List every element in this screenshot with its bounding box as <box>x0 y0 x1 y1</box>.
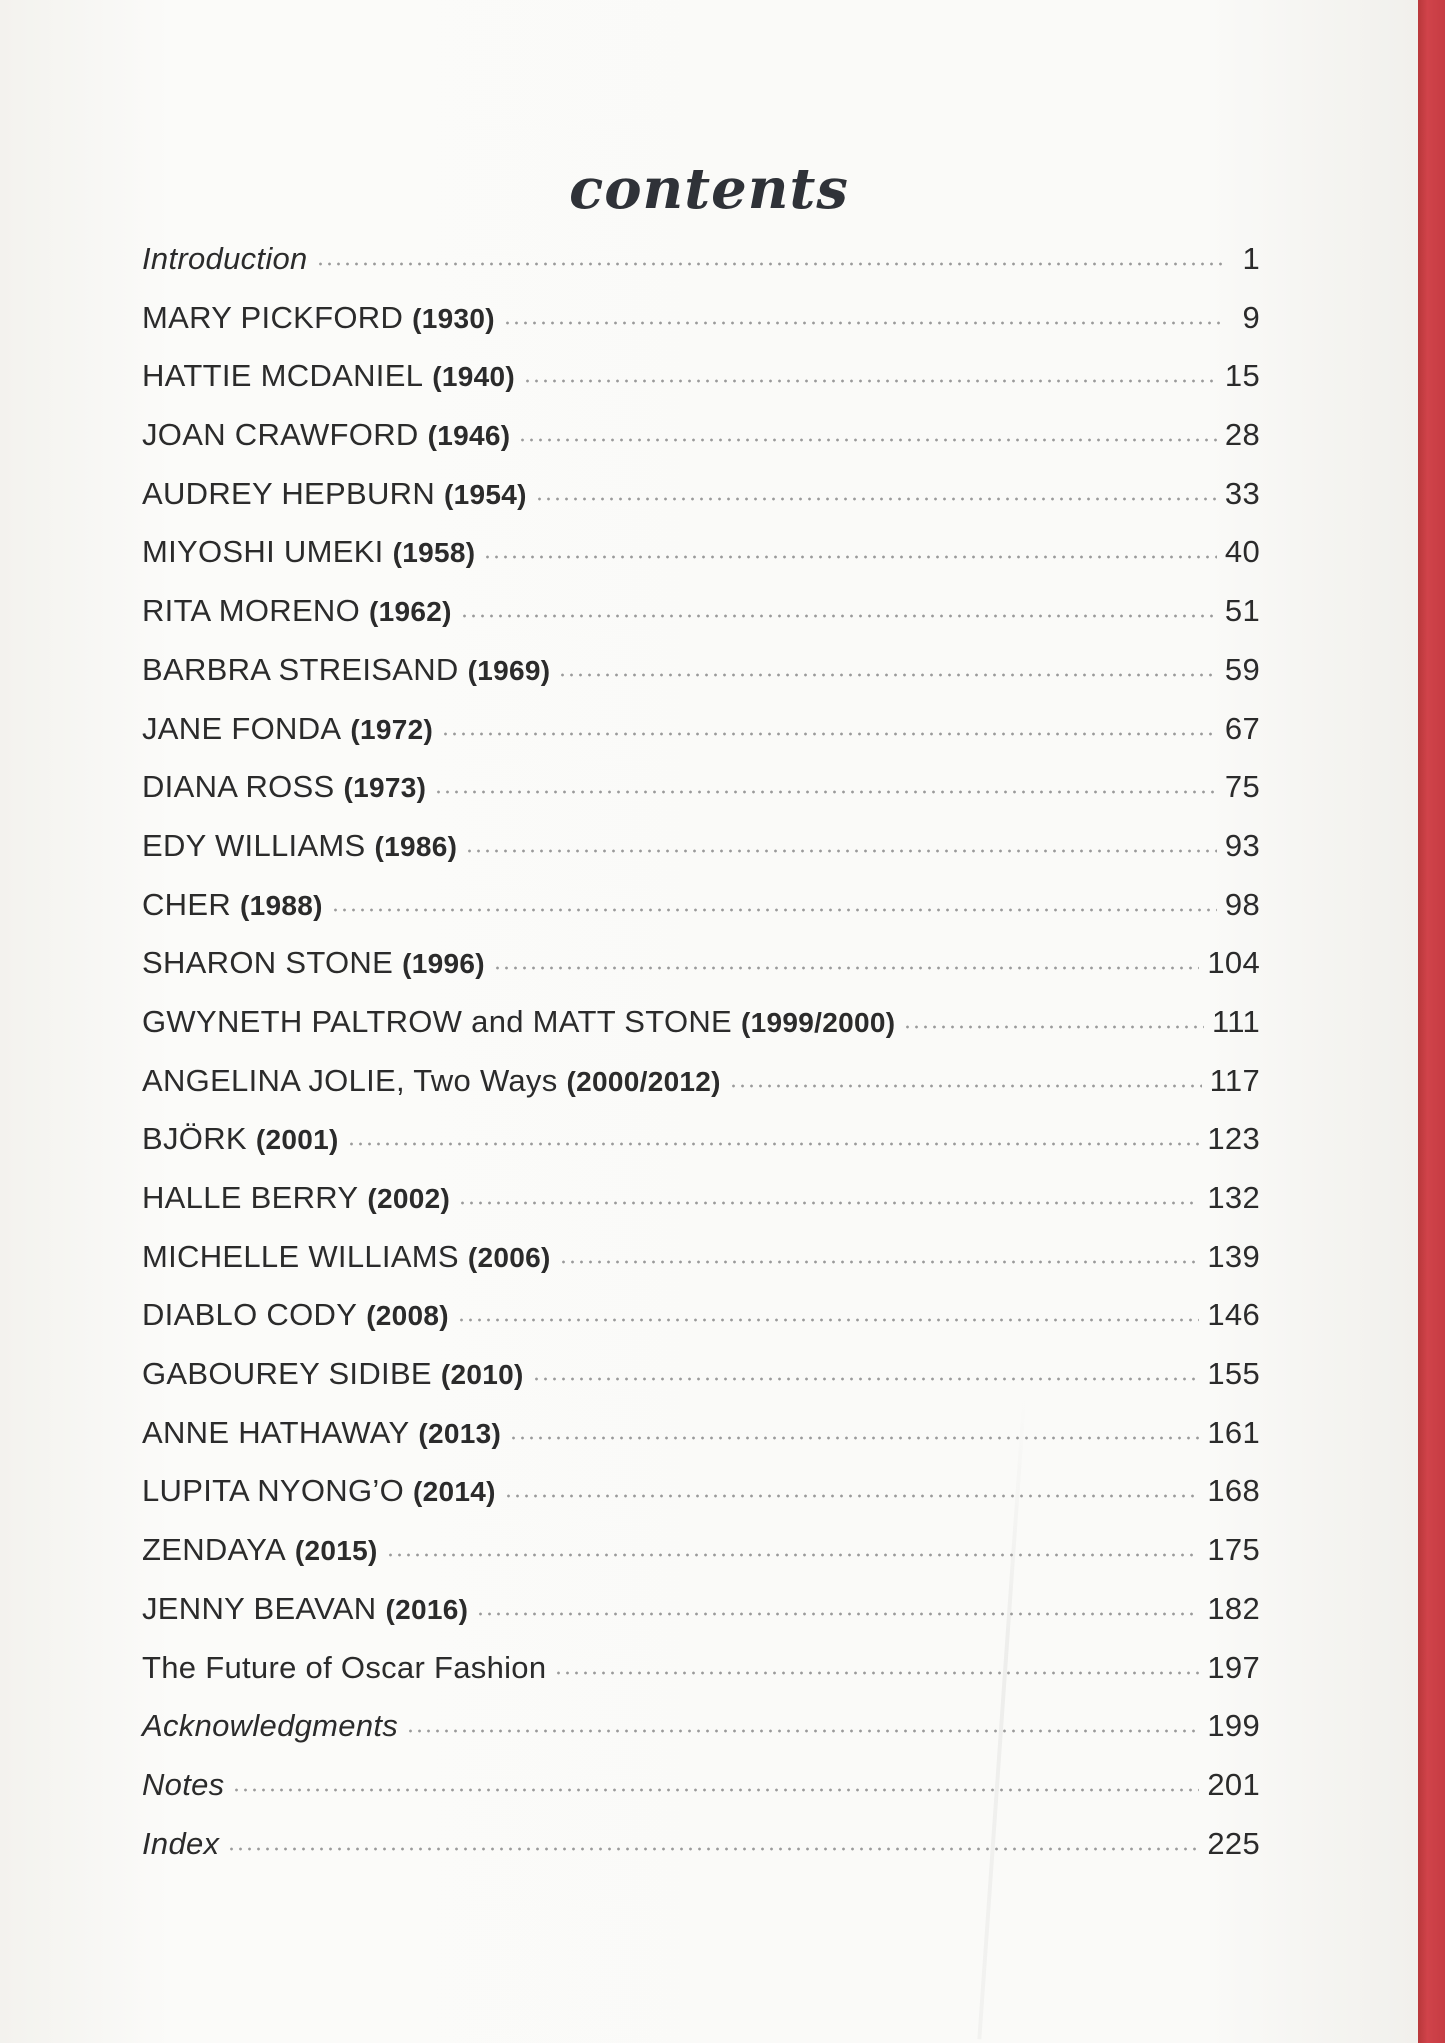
entry-page-number: 104 <box>1207 945 1260 981</box>
entry-title: JANE FONDA <box>142 710 342 746</box>
dot-leader <box>434 789 1217 795</box>
entry-title: MARY PICKFORD <box>142 299 404 335</box>
entry-title: AUDREY HEPBURN <box>142 475 436 511</box>
entry-title: ANGELINA JOLIE, Two Ways <box>142 1062 558 1098</box>
dot-leader <box>476 1611 1199 1617</box>
entry-year: (2014) <box>413 1476 496 1508</box>
dot-leader <box>532 1376 1200 1382</box>
toc-entry <box>142 945 1260 1004</box>
dot-leader <box>460 613 1217 619</box>
dot-leader <box>558 672 1217 678</box>
entry-page-number: 123 <box>1207 1121 1260 1157</box>
cover-edge <box>1418 0 1445 2043</box>
toc-entry <box>142 1708 1260 1767</box>
toc-entry <box>142 1650 1260 1709</box>
entry-year: (1954) <box>444 478 527 510</box>
dot-leader <box>554 1670 1199 1676</box>
entry-title: Index <box>142 1825 220 1861</box>
dot-leader <box>903 1024 1204 1030</box>
toc-entry <box>142 769 1260 828</box>
dot-leader <box>729 1083 1202 1089</box>
entry-title: MIYOSHI UMEKI <box>142 534 384 570</box>
entry-page-number: 139 <box>1207 1238 1260 1274</box>
dot-leader <box>559 1259 1200 1265</box>
dot-leader <box>386 1552 1200 1558</box>
entry-year: (1940) <box>432 361 515 393</box>
entry-year: (1958) <box>392 537 476 569</box>
toc-entry <box>142 1004 1260 1063</box>
dot-leader <box>483 554 1217 560</box>
toc-entry <box>142 1473 1260 1532</box>
dot-leader <box>457 1317 1199 1323</box>
entry-year: (1988) <box>240 889 323 921</box>
entry-page-number: 168 <box>1207 1473 1260 1509</box>
entry-year: (1946) <box>427 420 511 452</box>
entry-page-number: 201 <box>1207 1766 1260 1802</box>
toc-entry <box>142 1063 1260 1122</box>
entry-page-number: 51 <box>1224 593 1260 629</box>
entry-title: LUPITA NYONG’O <box>142 1473 405 1509</box>
entry-title: JOAN CRAWFORD <box>142 417 419 453</box>
dot-leader <box>347 1141 1200 1147</box>
entry-year: (1969) <box>467 654 551 686</box>
entry-page-number: 199 <box>1207 1708 1260 1744</box>
dot-leader <box>509 1435 1199 1441</box>
toc-entry <box>142 1415 1260 1474</box>
entry-page-number: 93 <box>1224 827 1260 863</box>
entry-title: Notes <box>142 1766 225 1802</box>
entry-title: CHER <box>142 886 232 922</box>
table-of-contents <box>142 241 1260 1884</box>
entry-year: (1972) <box>350 713 434 745</box>
toc-entry <box>142 476 1260 535</box>
toc-entry <box>142 1356 1260 1415</box>
dot-leader <box>458 1200 1199 1206</box>
entry-page-number: 75 <box>1224 769 1260 805</box>
toc-entry <box>142 828 1260 887</box>
entry-title: Introduction <box>142 241 308 276</box>
entry-title: DIANA ROSS <box>142 769 335 805</box>
entry-title: Acknowledgments <box>142 1708 399 1744</box>
page-title: contents <box>569 155 849 222</box>
entry-page-number: 28 <box>1224 417 1260 453</box>
entry-title: SHARON STONE <box>142 945 394 981</box>
entry-title: ANNE HATHAWAY <box>142 1414 410 1450</box>
dot-leader <box>465 848 1217 854</box>
toc-entry <box>142 1591 1260 1650</box>
dot-leader <box>316 261 1224 267</box>
dot-leader <box>331 907 1217 913</box>
dot-leader <box>535 496 1217 502</box>
toc-entry <box>142 1297 1260 1356</box>
toc-entry <box>142 887 1260 946</box>
dot-leader <box>523 378 1217 384</box>
entry-title: DIABLO CODY <box>142 1297 358 1333</box>
toc-entry <box>142 534 1260 593</box>
toc-entry <box>142 1239 1260 1298</box>
dot-leader <box>232 1787 1199 1793</box>
entry-page-number: 98 <box>1224 886 1260 922</box>
entry-title: GWYNETH PALTROW and MATT STONE <box>142 1003 733 1039</box>
toc-entry <box>142 1767 1260 1826</box>
entry-page-number: 40 <box>1224 534 1260 570</box>
toc-entry <box>142 711 1260 770</box>
dot-leader <box>493 965 1200 971</box>
entry-page-number: 67 <box>1224 710 1260 746</box>
entry-page-number: 197 <box>1207 1649 1260 1685</box>
entry-year: (2001) <box>255 1124 339 1156</box>
entry-year: (1996) <box>402 948 485 980</box>
entry-title: BARBRA STREISAND <box>142 651 459 687</box>
entry-year: (2002) <box>367 1183 451 1214</box>
entry-title: EDY WILLIAMS <box>142 827 366 863</box>
entry-year: (2015) <box>294 1535 378 1567</box>
entry-page-number: 111 <box>1211 1003 1260 1039</box>
entry-year: (1986) <box>374 830 458 862</box>
entry-year: (1999/2000) <box>741 1006 896 1038</box>
toc-entry <box>142 417 1260 476</box>
entry-page-number: 9 <box>1242 299 1260 335</box>
toc-entry <box>142 1826 1260 1885</box>
entry-page-number: 1 <box>1242 241 1260 276</box>
entry-title: The Future of Oscar Fashion <box>142 1649 547 1685</box>
entry-page-number: 146 <box>1207 1297 1260 1333</box>
entry-page-number: 182 <box>1207 1590 1260 1626</box>
entry-year: (2016) <box>385 1593 469 1625</box>
entry-title: BJÖRK <box>142 1121 247 1157</box>
entry-title: RITA MORENO <box>142 593 361 629</box>
entry-page-number: 59 <box>1224 651 1260 687</box>
dot-leader <box>227 1846 1199 1852</box>
entry-year: (2006) <box>467 1241 551 1273</box>
toc-entry <box>142 1532 1260 1591</box>
toc-entry <box>142 241 1260 300</box>
dot-leader <box>406 1728 1199 1734</box>
entry-page-number: 117 <box>1209 1062 1260 1098</box>
entry-title: HALLE BERRY <box>142 1180 359 1215</box>
entry-page-number: 225 <box>1207 1825 1260 1861</box>
entry-year: (2008) <box>366 1300 449 1332</box>
entry-title: HATTIE MCDANIEL <box>142 358 424 394</box>
entry-year: (1930) <box>412 302 495 334</box>
entry-page-number: 161 <box>1207 1414 1260 1450</box>
dot-leader <box>503 320 1224 326</box>
toc-entry <box>142 1121 1260 1180</box>
entry-year: (1962) <box>369 596 452 628</box>
entry-page-number: 155 <box>1207 1356 1260 1392</box>
entry-title: MICHELLE WILLIAMS <box>142 1238 459 1274</box>
entry-title: JENNY BEAVAN <box>142 1590 377 1626</box>
toc-entry <box>142 300 1260 359</box>
entry-title: ZENDAYA <box>142 1532 286 1568</box>
dot-leader <box>441 731 1217 737</box>
entry-year: (2010) <box>440 1359 524 1391</box>
entry-page-number: 15 <box>1224 358 1260 394</box>
toc-entry <box>142 358 1260 417</box>
entry-year: (1973) <box>343 772 427 804</box>
entry-page-number: 175 <box>1207 1532 1260 1568</box>
entry-page-number: 33 <box>1224 475 1260 511</box>
entry-page-number: 132 <box>1207 1180 1260 1215</box>
entry-year: (2000/2012) <box>566 1065 721 1097</box>
dot-leader <box>518 437 1217 443</box>
entry-title: GABOUREY SIDIBE <box>142 1356 432 1392</box>
dot-leader <box>504 1493 1200 1499</box>
toc-entry <box>142 593 1260 652</box>
entry-year: (2013) <box>418 1417 502 1449</box>
toc-entry <box>142 1180 1260 1239</box>
toc-entry <box>142 652 1260 711</box>
